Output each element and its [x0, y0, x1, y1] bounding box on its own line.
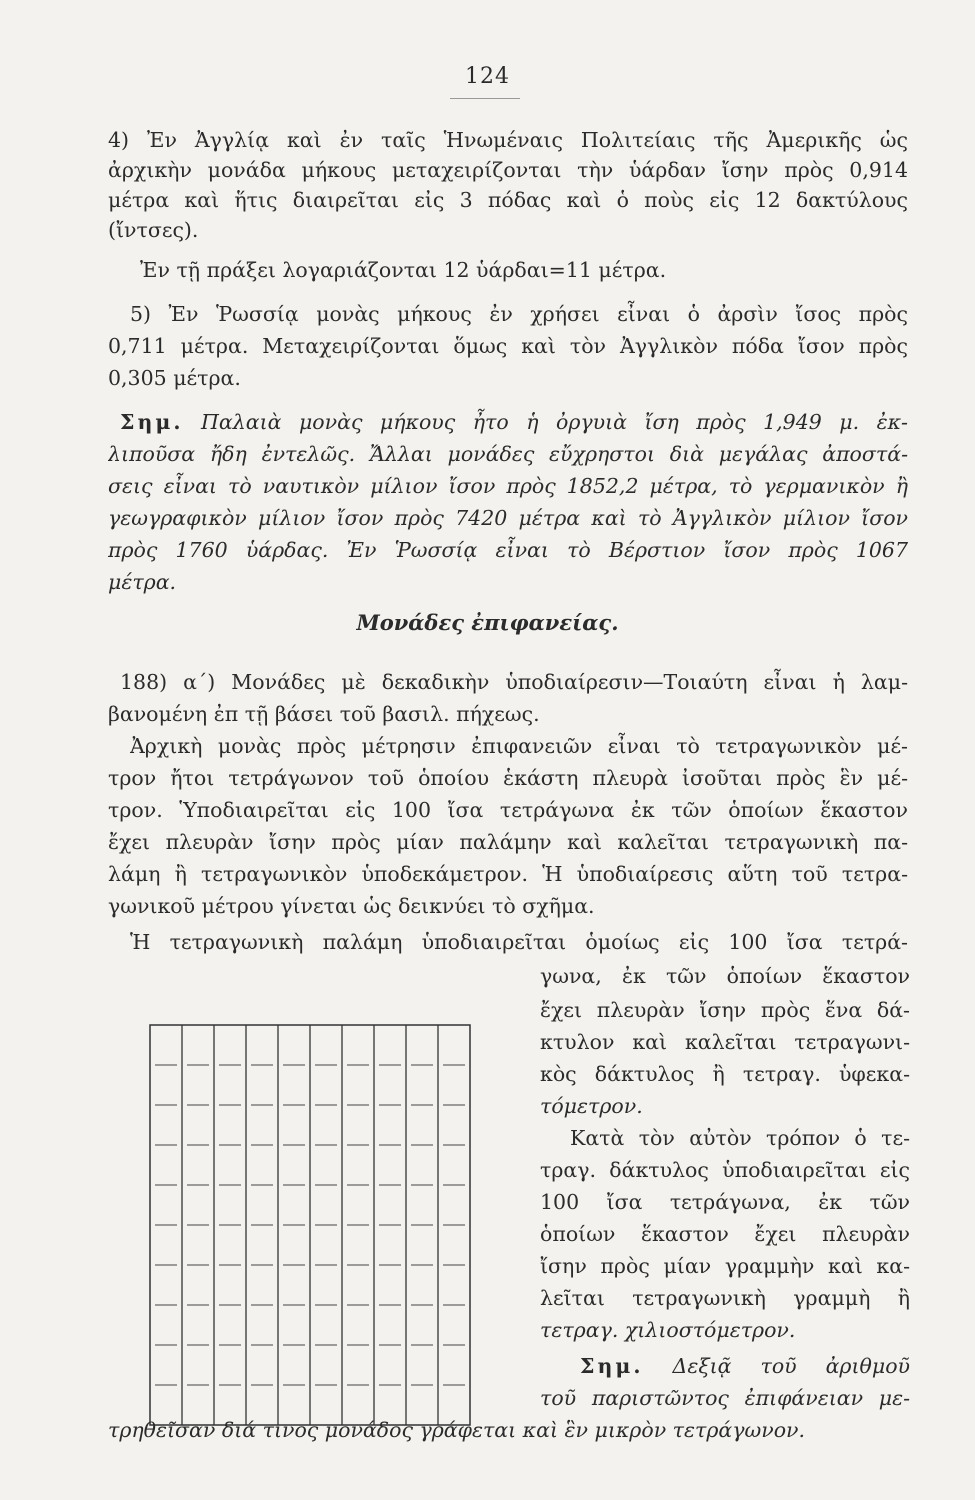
para4-line: 4) Ἐν Ἀγγλίᾳ καὶ ἐν ταῖς Ἡνωμέναις Πολιτείαις τῆς Ἀμερικῆς ὡς [108, 128, 908, 152]
note1-label: Σημ. [120, 410, 184, 434]
para188-line: γωνικοῦ μέτρου γίνεται ὡς δεικνύει τὸ σχῆμα. [108, 894, 595, 918]
para4-line: Ἐν τῇ πράξει λογαριάζονται 12 ὑάρδαι=11 μέτρα. [140, 258, 667, 282]
note2-line-first [580, 1352, 910, 1380]
right-col-line: Κατὰ τὸν αὐτὸν τρόπον ὁ τε- [570, 1126, 910, 1150]
note1-line: πρὸς 1760 ὑάρδας. Ἐν Ῥωσσίᾳ εἶναι τὸ Βέρστιον ἴσον πρὸς 1067 [108, 538, 908, 562]
right-col-line: κὸς δάκτυλος ἢ τετραγ. ὑφεκα- [540, 1062, 910, 1086]
note2-line: τοῦ παριστῶντος ἐπιφάνειαν με- [540, 1386, 910, 1410]
right-col-line: κτυλον καὶ καλεῖται τετραγωνι- [540, 1030, 910, 1054]
note2-line: τρηθεῖσαν διά τινος μονάδος γράφεται καὶ ἓν μικρὸν τετράγωνον. [108, 1418, 806, 1442]
note1-line: γεωγραφικὸν μίλιον ἴσον πρὸς 7420 μέτρα καὶ τὸ Ἀγγλικὸν μίλιον ἴσον [108, 506, 908, 530]
para188-line: τρον ἤτοι τετράγωνον τοῦ ὁποίου ἑκάστη πλευρὰ ἰσοῦται πρὸς ἓν μέ- [108, 766, 908, 790]
note2-label: Σημ. [580, 1354, 644, 1378]
right-col-line: τετραγ. χιλιοστόμετρον. [540, 1318, 796, 1342]
para5-line: 0,305 μέτρα. [108, 366, 241, 390]
right-col-line: τραγ. δάκτυλος ὑποδιαιρεῖται εἰς [540, 1158, 910, 1182]
para5-line: 5) Ἐν Ῥωσσίᾳ μονὰς μήκους ἐν χρήσει εἶναι ὁ ἀρσὶν ἴσος πρὸς [130, 302, 908, 326]
para188-line: 188) α΄) Μονάδες μὲ δεκαδικὴν ὑποδιαίρεσιν—Τοιαύτη εἶναι ἡ λαμ- [120, 670, 908, 694]
note1-line: σεις εἶναι τὸ ναυτικὸν μίλιον ἴσον πρὸς 1852,2 μέτρα, τὸ γερμανικὸν ἢ [108, 474, 908, 498]
para188-line: τρον. Ὑποδιαιρεῖται εἰς 100 ἴσα τετράγωνα ἐκ τῶν ὁποίων ἕκαστον [108, 798, 908, 822]
right-col-line: ὁποίων ἕκαστον ἔχει πλευρὰν [540, 1222, 910, 1246]
right-col-line: ἔχει πλευρὰν ἴσην πρὸς ἕνα δά- [540, 998, 910, 1022]
page-number: 124 [465, 64, 510, 89]
para5-line: 0,711 μέτρα. Μεταχειρίζονται ὅμως καὶ τὸν Ἀγγλικὸν πόδα ἴσον πρὸς [108, 334, 908, 358]
square-meter-grid-figure [140, 1015, 480, 1439]
page-number-rule [450, 98, 520, 99]
note1-text: Παλαιὰ μονὰς μήκους ἦτο ἡ ὀργυιὰ ἴση πρὸς 1,949 μ. ἐκ- [201, 410, 908, 434]
right-col-line: λεῖται τετραγωνικὴ γραμμὴ ἢ [540, 1286, 910, 1310]
para188-line: ἔχει πλευρὰν ἴσην πρὸς μίαν παλάμην καὶ καλεῖται τετραγωνικὴ πα- [108, 830, 908, 854]
section-heading: Μονάδες ἐπιφανείας. [356, 610, 619, 635]
right-col-line: 100 ἴσα τετράγωνα, ἐκ τῶν [540, 1190, 910, 1214]
para4-line: ἀρχικὴν μονάδα μήκους μεταχειρίζονται τὴν ὑάρδαν ἴσην πρὸς 0,914 [108, 158, 908, 182]
para4-line: (ἴντσες). [108, 218, 199, 242]
para4-line: μέτρα καὶ ἥτις διαιρεῖται εἰς 3 πόδας καὶ ὁ ποὺς εἰς 12 δακτύλους [108, 188, 908, 212]
note1-line: λιποῦσα ἤδη ἐντελῶς. Ἄλλαι μονάδες εὔχρηστοι διὰ μεγάλας ἀποστά- [108, 442, 908, 466]
note1-line-first [120, 408, 908, 436]
right-col-line: τόμετρον. [540, 1094, 643, 1118]
right-col-line: γωνα, ἐκ τῶν ὁποίων ἕκαστον [540, 964, 910, 988]
para188-line: λάμη ἢ τετραγωνικὸν ὑποδεκάμετρον. Ἡ ὑποδιαίρεσις αὕτη τοῦ τετρα- [108, 862, 908, 886]
para188-line: βανομένη ἐπ τῇ βάσει τοῦ βασιλ. πήχεως. [108, 702, 540, 726]
square-meter-grid [140, 1015, 480, 1435]
right-col-line: ἴσην πρὸς μίαν γραμμὴν καὶ κα- [540, 1254, 910, 1278]
note2-text: Δεξιᾷ τοῦ ἀριθμοῦ [672, 1354, 910, 1378]
note1-line: μέτρα. [108, 570, 177, 594]
para188-line: Ἀρχικὴ μονὰς πρὸς μέτρησιν ἐπιφανειῶν εἶναι τὸ τετραγωνικὸν μέ- [130, 734, 908, 758]
para188-line: Ἡ τετραγωνικὴ παλάμη ὑποδιαιρεῖται ὁμοίως εἰς 100 ἴσα τετρά- [130, 930, 908, 954]
